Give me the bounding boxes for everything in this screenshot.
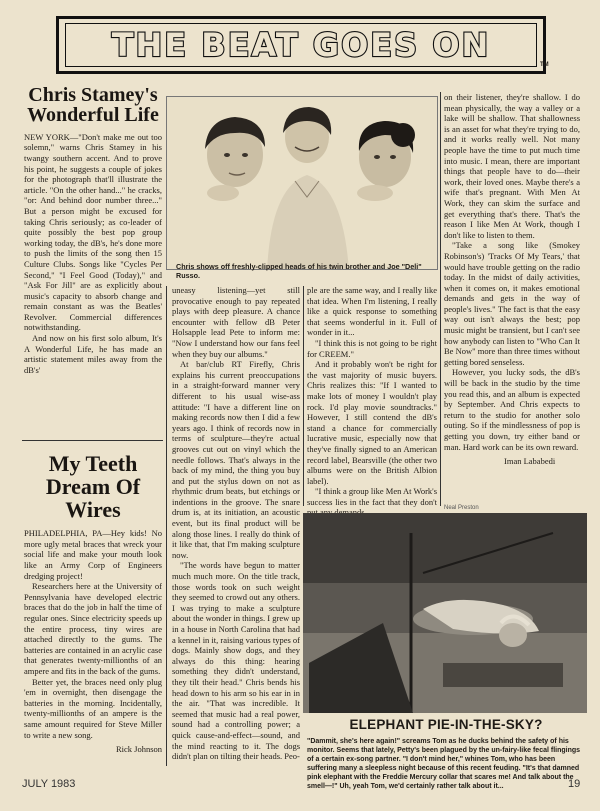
paragraph: Better yet, the braces need only plug 'em in overnight, then disengage the batteries in the morning. Incidentally, twenty-millionths of an ampere is the same amount required for Steve Miller to write a new song. bbox=[24, 676, 162, 740]
paragraph: Researchers here at the University of Pennsylvania have developed electric braces that do the job in half the time of regular ones. Since electricity speeds up the entire process, tiny wires are attached directly to the gums. The batteries are contained in an acrylic case that generates twenty-millionths of an ampere and fits in the back of the gums. bbox=[24, 581, 162, 676]
paragraph: on their listener, they're shallow. I do mean physically, the way a valley or a lake will be shallow. That shallowness is an asset for what they're trying to do, and it works really well. Not many people have the time to put much time into music. I mean, there are important things that people have to do—their work, their loved ones. Maybe there's a wife that's pregnant. With Men At Work, they can skim the surface and get everything that's there. That's the reason I like Men At Work, though I don't like to listen to them. bbox=[444, 92, 580, 240]
story3-headline: ELEPHANT PIE-IN-THE-SKY? bbox=[349, 717, 543, 732]
page-number: 19 bbox=[568, 778, 581, 790]
paragraph: PHILADELPHIA, PA—Hey kids! No more ugly metal braces that wreck your social life and make your mouth look like an Army Corp of Engineers dredging project! bbox=[24, 528, 162, 581]
story1-byline: Iman Lababedi bbox=[504, 456, 556, 467]
column-d bbox=[444, 92, 580, 466]
paragraph: At bar/club RT Firefly, Chris explains his current preoccupations in a straight-forward manner very different to his usual wise-ass attitude: "I have a different line on making records now then I did a few years ago. I think of records now in terms of sculpture—they're actual grooves cut out on vinyl which the needle follows. That's always in the back of my mind, the thing you buy and put the stylus down on not as rhythmic drum beats, but etchings or indentions in the groove. The snare drum is, at its initiation, an acoustic event, but its final product will be along those lines. I really do think of it like that, that I'm making sculpture now. bbox=[172, 359, 300, 560]
stamey-photo-illustration bbox=[167, 97, 438, 270]
paragraph: "The words have begun to matter much much more. On the title track, those words took on such weight they seemed to crowd out any others. I was trying to make a sculpture about the wonder in things. I grew up in a house in North Carolina that had a kennel in it, raising various types of dogs. Mainly show dogs, and they always do this thing: hearing something they didn't understand, they tilt their head." Chris bends his head down to his arm so his ear in in the air. "That was incredible. It seemed that music had a real power, sound had a controlling power; a quick cause-and-effect—sound, and the mind reacting to it. The dogs didn't plan on tilting their heads. Peo- bbox=[172, 560, 300, 762]
divider bbox=[22, 440, 163, 441]
masthead-frame bbox=[65, 23, 537, 67]
masthead bbox=[56, 16, 546, 74]
story2-byline: Rick Johnson bbox=[115, 744, 162, 755]
story1-col-a-text bbox=[24, 132, 162, 376]
column-divider bbox=[303, 286, 304, 506]
column-b bbox=[172, 285, 300, 762]
issue-date: JULY 1983 bbox=[22, 778, 76, 790]
stamey-photo bbox=[166, 96, 438, 270]
trademark-mark: TM bbox=[540, 62, 549, 68]
paragraph: "I think this is not going to be right for CREEM." bbox=[307, 337, 437, 359]
story2-text bbox=[24, 528, 162, 740]
column-a bbox=[24, 85, 162, 375]
paragraph: uneasy listening—yet still provocative enough to pay repeated plays with deep pleasure. A chance encounter with fellow dB Peter Holsapple lead Pete to inform me: "Now I understand how our fans feel when they buy our albums." bbox=[172, 285, 300, 359]
photo-credit: Neal Preston bbox=[444, 505, 479, 511]
stamey-photo-caption: Chris shows off freshly-clipped heads of his twin brother and Joe "Deli" Russo. bbox=[176, 262, 422, 280]
column-a-lower bbox=[24, 448, 162, 754]
paragraph: And now on his first solo album, It's A Wonderful Life, he has made an artistic statement miles away from the dB's' bbox=[24, 333, 162, 375]
paragraph: "Take a song like (Smokey Robinson's) 'Tracks Of My Tears,' that would have trouble getting on the radio today. In the midst of daily activities, when it comes on, it makes emotional demands and gets in the way of people's lives." The fact is that the easy way out isn't always the best; pop music might be transient, but I can't see how anybody can listen to "Who Can It Be Now" more than three times without getting bored senseless. bbox=[444, 240, 580, 367]
paragraph: ple are the same way, and I really like that idea. When I'm listening, I really like a quick response to something that seems wonderful in it. Full of wonder in it... bbox=[307, 285, 437, 338]
paragraph: However, you lucky sods, the dB's will be back in the studio by the time you read this, and an album is expected by September. And Chris expects to return to the studio for another solo outing. So if the mindlessness of pop is getting you down, try either band or man. Hard work can be its own reward. bbox=[444, 367, 580, 452]
story3-caption: "Dammit, she's here again!" screams Tom as he ducks behind the safety of his monitor. Seems that lately, Petty's been plagued by the un-fairy-like fecal flingings of a certain ex-song partner. "I don't mind her," whines Tom, who has been suffering many a sleepless night because of this recent feuding. "It's that damned pink elephant with the Freddie Mercury collar that scares me! And talk about the smell—!" Uh, yeah Tom, we'd certainly rather talk about it... bbox=[307, 738, 581, 790]
story1-col-d-text bbox=[444, 92, 580, 452]
petty-photo-illustration bbox=[303, 513, 587, 713]
masthead-title: THE BEAT GOES ON bbox=[111, 26, 491, 64]
paragraph: And it probably won't be right for the vast majority of music buyers. Chris realizes this: "If I wanted to make lots of money I wouldn't play rock. I'd play movie soundtracks." However, I still contend the dB's stand a chance for commercially lucrative music, especially now that they've finally signed to an American record label, Bearsville (the other two albums were on the British Albion label). bbox=[307, 359, 437, 486]
column-c bbox=[307, 285, 437, 518]
paragraph: NEW YORK—"Don't make me out too solemn," warns Chris Stamey in his twangy southern accent. And to prove his point, he suggests a couple of jokes for the photograph that'll illustrate the article. "On the other hand..." he cracks, "or: And behind door number three..." But a person might be excused for taking Chris seriously; as co-leader of quite possibly the best pop group working today, the dB's, he's done more to push the limits of the song then 15 Culture Clubs. Songs like "Cycles Per Second," "I Feel Good (Today)," and "Ask For Jill" are as explicitly about music's capacity to absorb change and remain constant as was the Beatles' Revolver. Commercial differences notwithstanding. bbox=[24, 131, 162, 333]
column-divider bbox=[166, 286, 167, 766]
paragraph: "I think a group like Men At Work's success lies in the fact that they don't bbox=[307, 486, 437, 507]
story1-headline: Chris Stamey's Wonderful Life bbox=[27, 84, 159, 127]
story2-headline: My Teeth Dream Of Wires bbox=[45, 451, 141, 523]
column-divider bbox=[440, 92, 441, 506]
petty-photo bbox=[303, 513, 587, 713]
